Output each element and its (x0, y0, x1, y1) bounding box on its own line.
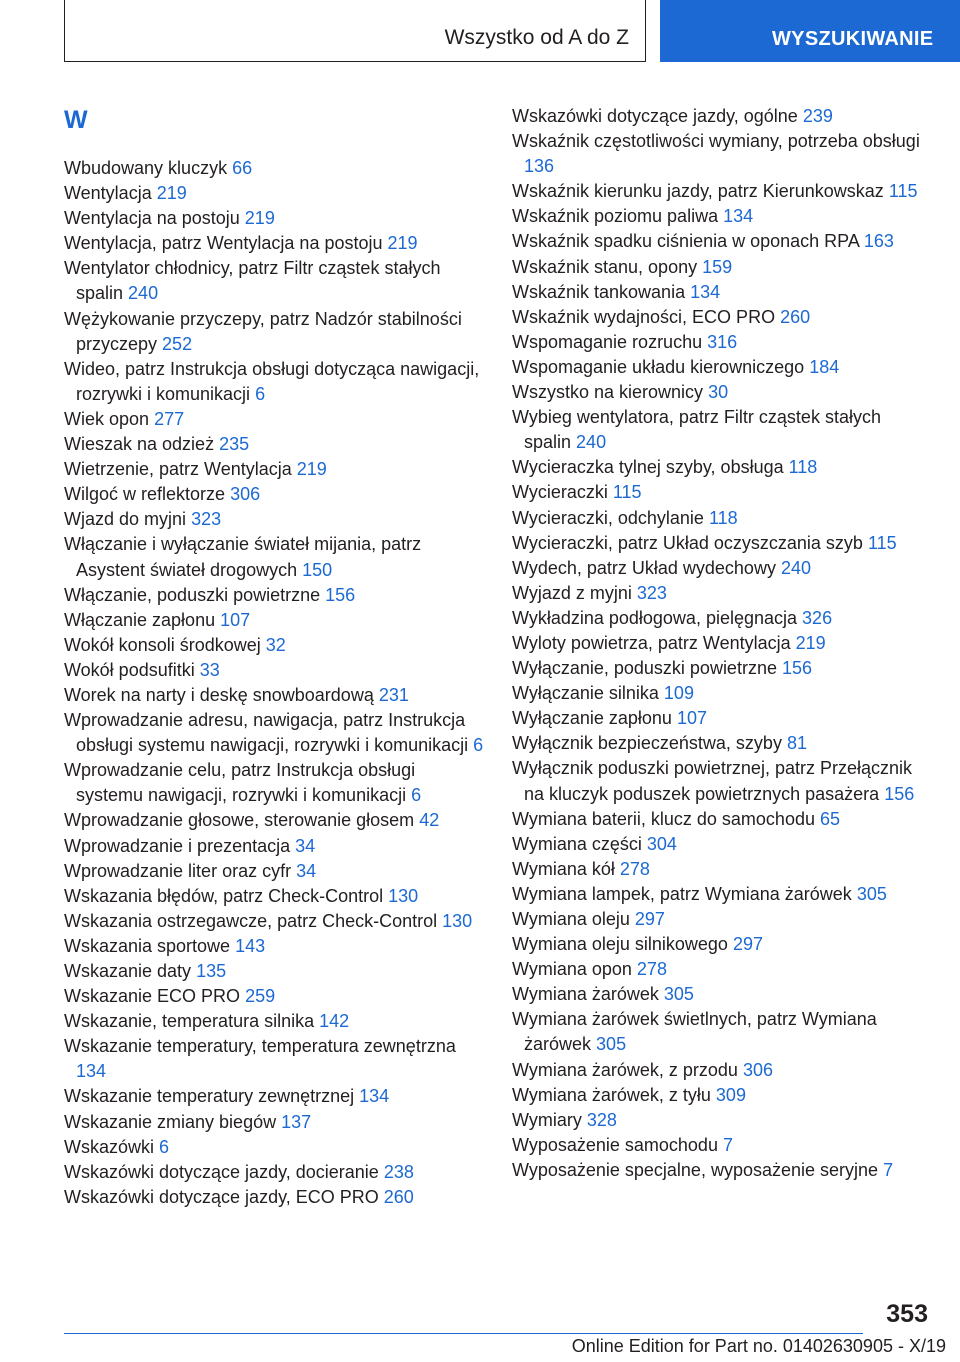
index-entry (64, 507, 484, 532)
index-entry-label: Wykładzina podłogowa, pielęgnacja (512, 607, 798, 628)
index-entry-label: Wskazówki (64, 1136, 155, 1157)
index-entry-page-link[interactable]: 115 (867, 532, 897, 553)
index-entry-label: Wskaźnik stanu, opony (512, 256, 698, 277)
index-entry-page-link[interactable]: 219 (387, 233, 418, 254)
index-entry-label: Wskazówki dotyczące jazdy, docieranie (64, 1161, 379, 1182)
footer-divider (64, 1333, 863, 1334)
index-entry-label: Wskazanie daty (64, 961, 192, 981)
index-entry (64, 884, 484, 909)
index-entry-label: Wprowadzanie głosowe, sterowanie głosem (64, 810, 415, 831)
index-entry (64, 984, 484, 1009)
index-entry-list-left (64, 156, 484, 1210)
index-entry-label: Wydech, patrz Układ wydechowy (512, 557, 776, 578)
index-entry-page-link[interactable]: 184 (809, 356, 840, 377)
index-entry (512, 1133, 932, 1158)
index-entry-page-link[interactable]: 115 (612, 482, 642, 503)
index-entry-label: Wjazd do myjni (64, 509, 187, 530)
index-entry-page-link[interactable]: 34 (296, 860, 317, 881)
index-entry-page-link[interactable]: 326 (802, 607, 833, 628)
index-entry-page-link[interactable]: 136 (524, 156, 555, 177)
index-entry-label: Wprowadzanie adresu, nawigacja, patrz Instrukcja obsługi systemu nawigacji, rozrywki i komunikacji (64, 710, 469, 756)
index-entry-label: Wyłącznik poduszki powietrznej, patrz Przełącznik na kluczyk poduszek powietrznych pasażera (512, 758, 912, 804)
index-entry-page-link[interactable]: 30 (708, 382, 729, 403)
index-entry-label: Wymiana kół (512, 858, 615, 879)
index-entry-label: Wyłączanie zapłonu (512, 708, 672, 729)
index-entry-label: Wbudowany kluczyk (64, 158, 228, 178)
index-entry-page-link[interactable]: 219 (296, 459, 327, 480)
index-entry (512, 832, 932, 857)
index-entry-page-link[interactable]: 239 (802, 106, 833, 126)
index-entry (64, 834, 484, 859)
index-entry (64, 608, 484, 633)
index-entry (64, 357, 484, 407)
index-entry-label: Włączanie zapłonu (64, 609, 216, 630)
header-tab-frame (64, 0, 646, 62)
index-entry-label: Wymiana żarówek, z przodu (512, 1059, 738, 1080)
index-entry (512, 280, 932, 305)
index-entry-label: Wymiana oleju silnikowego (512, 934, 728, 955)
index-entry-page-link[interactable]: 278 (619, 858, 650, 879)
index-entry (64, 256, 484, 306)
index-section-letter: W (64, 106, 88, 134)
index-entry-page-link[interactable]: 118 (708, 507, 738, 528)
index-entry-label: Wskazania ostrzegawcze, patrz Check-Control (64, 910, 438, 931)
index-entry-page-link[interactable]: 305 (663, 984, 694, 1005)
tab-a-to-z[interactable]: Wszystko od A do Z (444, 26, 629, 49)
index-entry-page-link[interactable]: 252 (162, 333, 193, 354)
index-entry-page-link[interactable]: 134 (359, 1086, 390, 1107)
index-entry (64, 959, 484, 984)
index-entry (512, 380, 932, 405)
index-entry-label: Wyposażenie samochodu (512, 1134, 718, 1155)
index-entry-page-link[interactable]: 134 (76, 1061, 107, 1082)
index-entry-label: Wspomaganie układu kierowniczego (512, 356, 805, 377)
index-entry-label: Wentylacja na postoju (64, 208, 240, 229)
index-entry (64, 206, 484, 231)
index-entry-list-right (512, 104, 932, 1183)
index-entry (64, 808, 484, 833)
index-entry-label: Wyposażenie specjalne, wyposażenie seryjne (512, 1159, 879, 1180)
index-entry-label: Wieszak na odzież (64, 434, 215, 455)
index-entry-label: Wietrzenie, patrz Wentylacja (64, 459, 292, 480)
index-column-left (64, 100, 484, 1210)
index-entry-page-link[interactable]: 134 (723, 206, 754, 227)
index-entry-page-link[interactable]: 32 (265, 634, 286, 655)
index-entry-label: Wymiana żarówek (512, 984, 659, 1005)
index-entry-page-link[interactable]: 163 (863, 231, 894, 252)
index-entry-label: Wentylator chłodnicy, patrz Filtr cząstek stałych spalin (64, 258, 441, 304)
index-entry-page-link[interactable]: 7 (722, 1134, 733, 1155)
index-entry-label: Wskaźnik wydajności, ECO PRO (512, 306, 776, 327)
index-entry-page-link[interactable]: 115 (888, 181, 918, 202)
index-entry-page-link[interactable]: 34 (295, 835, 316, 856)
index-entry (512, 531, 932, 556)
index-entry (64, 457, 484, 482)
index-entry-page-link[interactable]: 137 (281, 1111, 312, 1132)
index-entry (64, 1084, 484, 1109)
index-entry-label: Wskaźnik poziomu paliwa (512, 206, 719, 227)
index-entry-page-link[interactable]: 6 (473, 735, 484, 756)
index-entry-label: Wymiana części (512, 833, 642, 854)
index-entry (64, 934, 484, 959)
index-entry (64, 407, 484, 432)
index-entry-page-link[interactable]: 156 (325, 584, 356, 605)
index-entry (512, 1007, 932, 1057)
index-entry-label: Wymiana opon (512, 959, 632, 980)
index-entry-page-link[interactable]: 6 (159, 1136, 170, 1157)
index-entry-page-link[interactable]: 305 (596, 1034, 627, 1055)
index-entry-label: Wiek opon (64, 408, 150, 429)
index-entry (64, 583, 484, 608)
index-entry (64, 231, 484, 256)
index-entry-label: Włączanie i wyłączanie świateł mijania, patrz Asystent świateł drogowych (64, 534, 422, 580)
index-entry-label: Wymiary (512, 1109, 582, 1130)
index-entry (512, 330, 932, 355)
index-entry-page-link[interactable]: 306 (742, 1059, 773, 1080)
index-entry (512, 706, 932, 731)
index-entry (512, 731, 932, 756)
index-entry-page-link[interactable]: 156 (781, 658, 813, 679)
index-entry (64, 1009, 484, 1034)
index-entry-page-link[interactable]: 150 (302, 559, 333, 580)
index-entry-label: Wskaźnik spadku ciśnienia w oponach RPA (512, 231, 859, 252)
index-entry-page-link[interactable]: 328 (586, 1109, 617, 1130)
index-entry (64, 1135, 484, 1160)
index-entry (64, 432, 484, 457)
index-entry-label: Wyłączanie silnika (512, 683, 659, 704)
index-entry-page-link[interactable]: 235 (219, 434, 250, 455)
index-entry (64, 708, 484, 758)
index-entry-label: Wentylacja (64, 183, 152, 204)
index-entry-page-link[interactable]: 305 (856, 883, 887, 904)
index-entry (64, 683, 484, 708)
index-entry-page-link[interactable]: 156 (884, 783, 915, 804)
index-entry-page-link[interactable]: 219 (156, 183, 187, 204)
index-entry-label: Wprowadzanie celu, patrz Instrukcja obsługi systemu nawigacji, rozrywki i komunikacji (64, 760, 416, 806)
index-entry-label: Wyjazd z myjni (512, 582, 632, 603)
index-entry-page-link[interactable]: 159 (702, 256, 733, 277)
index-entry-label: Wskaźnik kierunku jazdy, patrz Kierunkowskaz (512, 181, 884, 202)
index-entry (512, 1158, 932, 1183)
index-entry-page-link[interactable]: 309 (715, 1084, 746, 1105)
index-entry (64, 1185, 484, 1210)
index-entry-label: Wskazania błędów, patrz Check-Control (64, 885, 384, 906)
index-entry-page-link[interactable]: 240 (128, 283, 159, 304)
index-entry (512, 455, 932, 480)
index-entry-page-link[interactable]: 297 (634, 909, 665, 929)
index-entry-page-link[interactable]: 109 (663, 683, 694, 704)
index-entry (512, 355, 932, 380)
index-entry-label: Wskazówki dotyczące jazdy, ECO PRO (64, 1186, 379, 1207)
index-entry-page-link[interactable]: 66 (232, 158, 253, 178)
index-entry (64, 1034, 484, 1084)
index-entry-label: Wskazanie, temperatura silnika (64, 1011, 315, 1032)
index-entry (512, 255, 932, 280)
index-entry-page-link[interactable]: 231 (378, 684, 409, 705)
index-entry-label: Wentylacja, patrz Wentylacja na postoju (64, 233, 383, 254)
index-entry (512, 681, 932, 706)
index-entry-label: Wszystko na kierownicy (512, 382, 704, 403)
index-entry-page-link[interactable]: 81 (786, 733, 807, 754)
index-entry (512, 581, 932, 606)
index-entry (64, 633, 484, 658)
index-entry (512, 982, 932, 1007)
index-entry (64, 1160, 484, 1185)
index-column-right (512, 104, 932, 1183)
index-entry-label: Wyłącznik bezpieczeństwa, szyby (512, 733, 782, 754)
index-entry-page-link[interactable]: 219 (795, 632, 826, 653)
footer-edition-text: Online Edition for Part no. 01402630905 - X/19 (571, 1336, 946, 1356)
index-entry-page-link[interactable]: 42 (419, 810, 440, 831)
index-entry (512, 857, 932, 882)
index-entry (512, 631, 932, 656)
index-entry-label: Wskaźnik częstotliwości wymiany, potrzeba obsługi (512, 131, 920, 152)
index-entry-label: Wymiana baterii, klucz do samochodu (512, 808, 815, 829)
index-entry-label: Wężykowanie przyczepy, patrz Nadzór stabilności przyczepy (64, 308, 462, 354)
index-entry-page-link[interactable]: 33 (199, 659, 220, 680)
index-entry-page-link[interactable]: 297 (732, 934, 764, 955)
index-entry (512, 756, 932, 806)
index-entry-page-link[interactable]: 130 (442, 910, 473, 931)
index-entry-page-link[interactable]: 260 (780, 306, 811, 327)
index-entry-page-link[interactable]: 304 (646, 833, 677, 854)
index-entry-page-link[interactable]: 107 (220, 609, 251, 630)
index-entry-page-link[interactable]: 306 (230, 484, 261, 505)
index-entry-label: Worek na narty i deskę snowboardową (64, 684, 374, 705)
index-entry-label: Wycieraczki, odchylanie (512, 507, 704, 528)
index-entry-page-link[interactable]: 240 (576, 432, 607, 453)
index-entry-label: Wycieraczki (512, 482, 608, 503)
index-entry-page-link[interactable]: 6 (255, 383, 266, 404)
index-entry (512, 1108, 932, 1133)
index-entry-label: Wprowadzanie i prezentacja (64, 835, 291, 856)
index-entry-label: Wycieraczki, patrz Układ oczyszczania szyb (512, 532, 863, 553)
index-entry-label: Wokół podsufitki (64, 659, 195, 680)
index-entry-label: Wybieg wentylatora, patrz Filtr cząstek stałych spalin (512, 407, 881, 453)
index-entry-page-link[interactable]: 240 (780, 557, 812, 578)
tab-search-label: WYSZUKIWANIE (772, 28, 934, 50)
index-entry (512, 229, 932, 254)
index-entry-label: Wskaźnik tankowania (512, 281, 686, 302)
index-entry (512, 556, 932, 581)
index-entry (512, 204, 932, 229)
index-entry-page-link[interactable]: 135 (196, 961, 227, 981)
index-entry (512, 179, 932, 204)
page-number: 353 (886, 1300, 928, 1328)
index-entry-label: Wymiana oleju (512, 909, 630, 929)
index-entry-label: Wskazanie temperatury zewnętrznej (64, 1086, 355, 1107)
index-entry-page-link[interactable]: 260 (383, 1186, 414, 1207)
index-entry-label: Wilgoć w reflektorze (64, 484, 226, 505)
index-entry-page-link[interactable]: 6 (411, 785, 422, 806)
index-entry-page-link[interactable]: 278 (636, 959, 667, 980)
index-entry (512, 656, 932, 681)
index-entry-page-link[interactable]: 118 (788, 457, 818, 478)
index-entry-page-link[interactable]: 134 (690, 281, 721, 302)
index-entry-label: Wymiana żarówek, z tyłu (512, 1084, 711, 1105)
index-entry (64, 482, 484, 507)
index-entry-page-link[interactable]: 323 (636, 582, 667, 603)
index-entry-page-link[interactable]: 323 (191, 509, 222, 530)
index-entry (64, 156, 484, 181)
index-entry-label: Wskazanie zmiany biegów (64, 1111, 277, 1132)
index-entry-label: Wprowadzanie liter oraz cyfr (64, 860, 292, 881)
index-entry-page-link[interactable]: 219 (244, 208, 275, 229)
index-entry-page-link[interactable]: 130 (388, 885, 419, 906)
index-entry (64, 909, 484, 934)
index-entry (64, 859, 484, 884)
index-entry-page-link[interactable]: 65 (820, 808, 841, 829)
index-entry (512, 606, 932, 631)
index-entry (64, 658, 484, 683)
tab-search[interactable] (660, 0, 960, 62)
index-entry (512, 305, 932, 330)
index-entry-label: Wyloty powietrza, patrz Wentylacja (512, 632, 791, 653)
index-entry (512, 807, 932, 832)
index-entry-page-link[interactable]: 277 (154, 408, 185, 429)
index-entry-label: Wymiana żarówek świetlnych, patrz Wymiana żarówek (512, 1009, 877, 1055)
index-entry (512, 129, 932, 179)
index-entry (512, 405, 932, 455)
index-entry-label: Wymiana lampek, patrz Wymiana żarówek (512, 883, 852, 904)
index-entry (512, 1083, 932, 1108)
index-entry-page-link[interactable]: 7 (883, 1159, 894, 1180)
index-entry (512, 1058, 932, 1083)
index-entry-label: Wycieraczka tylnej szyby, obsługa (512, 457, 784, 478)
index-entry-page-link[interactable]: 142 (319, 1011, 350, 1032)
index-entry-label: Wskazanie ECO PRO (64, 986, 241, 1007)
index-entry-page-link[interactable]: 107 (676, 708, 707, 729)
index-entry (64, 1110, 484, 1135)
index-entry (512, 907, 932, 932)
index-entry (512, 506, 932, 531)
index-entry-label: Włączanie, poduszki powietrzne (64, 584, 321, 605)
index-entry (64, 758, 484, 808)
index-entry (64, 181, 484, 206)
index-entry (512, 882, 932, 907)
index-entry-page-link[interactable]: 143 (235, 935, 266, 956)
index-entry-label: Wyłączanie, poduszki powietrzne (512, 658, 777, 679)
index-entry (512, 957, 932, 982)
index-entry (64, 307, 484, 357)
index-entry (512, 104, 932, 129)
index-entry (64, 532, 484, 582)
index-entry-label: Wskazania sportowe (64, 935, 231, 956)
index-entry-label: Wskazówki dotyczące jazdy, ogólne (512, 106, 798, 126)
index-entry (512, 480, 932, 505)
index-entry-label: Wspomaganie rozruchu (512, 331, 703, 352)
index-entry-page-link[interactable]: 238 (383, 1161, 414, 1182)
index-entry-label: Wideo, patrz Instrukcja obsługi dotycząca nawigacji, rozrywki i komunikacji (64, 358, 480, 404)
index-entry-label: Wskazanie temperatury, temperatura zewnętrzna (64, 1036, 456, 1057)
index-entry-page-link[interactable]: 316 (707, 331, 738, 352)
index-entry-label: Wokół konsoli środkowej (64, 634, 261, 655)
index-entry (512, 932, 932, 957)
index-entry-page-link[interactable]: 259 (245, 986, 276, 1007)
